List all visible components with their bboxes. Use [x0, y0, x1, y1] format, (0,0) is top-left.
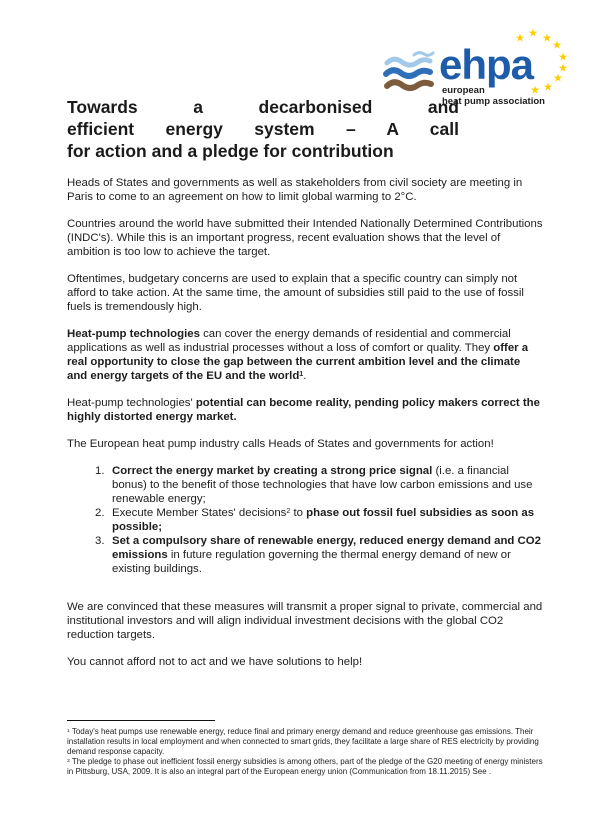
logo-tagline-line1: european	[442, 85, 485, 96]
footnote-text: Today's heat pumps use renewable energy, reduce final and primary energy demand and reduce greenhouse gas emissions. Their installation results in local employment and when connected to smart grids, they facilitate a large share of RES electricity by providing demand response capacity.	[67, 727, 539, 756]
logo-brand-text: ehpa	[439, 41, 534, 88]
list-item-number: 1.	[95, 465, 105, 477]
list-item-text: Execute Member States' decisions$^2$ to phase out fossil fuel subsidies as soon as possible;	[112, 507, 535, 533]
list-item-2	[95, 506, 543, 534]
page-title	[67, 96, 459, 162]
list-item-text: Correct the energy market by creating a strong price signal (i.e. a financial bonus) to the benefit of those technologies that have low carbon emissions and use renewable energy;	[112, 465, 533, 505]
footnote-separator	[67, 720, 215, 721]
logo-tagline-line2: heat pump association	[442, 96, 545, 107]
action-list	[67, 464, 543, 576]
title-line-2: efficient energy system – A call	[67, 119, 459, 139]
paragraph-potential: Heat-pump technologies' potential can become reality, pending policy makers correct the highly distorted energy market.	[67, 397, 540, 423]
title-line-3: for action and a pledge for contribution	[67, 141, 394, 161]
paragraph-closing: You cannot afford not to act and we have solutions to help!	[67, 656, 363, 668]
footnotes-section	[67, 720, 545, 777]
paragraph-heat-pump-technologies: Heat-pump technologies can cover the energy demands of residential and commercial applications as well as industrial processes without a loss of comfort or quality. They offer a real opportunity to close the gap between the current ambition level and the climate and energy targets of the EU and the world$^1$.	[67, 328, 529, 382]
footnote-text: The pledge to phase out inefficient fossil energy subsidies is among others, part of the pledge of the G20 meeting of energy ministers in Pittsburg, USA, 2009. It is also an integral part of the European energy union (Communication from 18.11.2015) See .	[67, 757, 543, 776]
footnote-marker: 1	[67, 728, 70, 734]
waves-icon	[386, 53, 433, 88]
list-item-3	[95, 534, 543, 576]
list-item-number: 2.	[95, 507, 105, 519]
list-item-text: Set a compulsory share of renewable energy, reduced energy demand and CO2 emissions in future regulation governing the thermal energy demand of new or existing buildings.	[112, 535, 541, 575]
paragraph-call-for-action: The European heat pump industry calls Heads of States and governments for action!	[67, 438, 494, 450]
list-item-number: 3.	[95, 535, 105, 547]
paragraph-budgetary-concerns: Oftentimes, budgetary concerns are used to explain that a specific country can simply not afford to take action. At the same time, the amount of subsidies still paid to the use of fossil fuels is tremendously high.	[67, 273, 524, 313]
title-line-1: Towards a decarbonised and	[67, 97, 459, 117]
paragraph-heads-of-states: Heads of States and governments as well as stakeholders from civil society are meeting in Paris to come to an agreement on how to limit global warming to 2°C.	[67, 177, 523, 203]
footnote-1	[67, 727, 545, 757]
list-item-1	[95, 464, 543, 506]
paragraph-convinced: We are convinced that these measures will transmit a proper signal to private, commercial and institutional investors and will align individual investment decisions with the global CO2 reduction targets.	[67, 601, 543, 641]
footnote-marker: 2	[67, 758, 70, 764]
paragraph-indc: Countries around the world have submitted their Intended Nationally Determined Contributions (INDC's). While this is an important progress, recent evaluation shows that the level of ambition is too low to achieve the target.	[67, 218, 543, 258]
document-content	[67, 96, 543, 682]
footnote-2	[67, 757, 545, 777]
